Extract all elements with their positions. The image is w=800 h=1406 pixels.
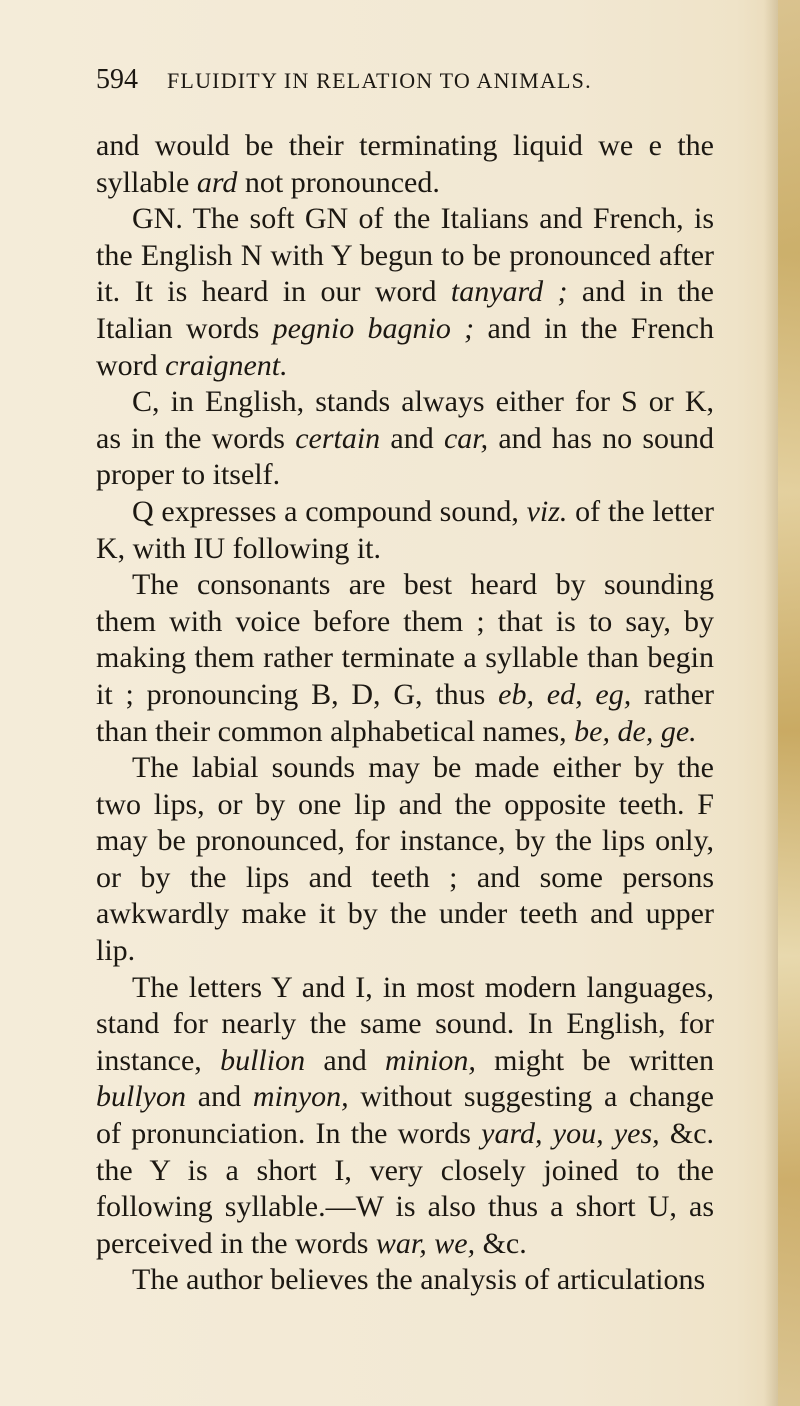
paragraph-labial: The labial sounds may be made either by the two lips, or by one lip and the opposite teeth. F may be pronounced, for instance, by the lips only, or by the lips and teeth ; and some persons awkwardly make it by the under teeth and upper lip. <box>96 751 714 968</box>
paragraph-y-and-i: The letters Y and I, in most modern languages, stand for nearly the same sound. In English, for instance, bullion and minion, might be written bullyon and minyon, without suggesting a change of pronunciation. In the words yard, you, yes, &c. the Y is a short I, very closely joined to the following syllable.—W is also thus a short U, as perceived in the words war, we, &c. <box>96 970 715 1260</box>
page-edge <box>778 0 800 1406</box>
paragraph-gn: GN. The soft GN of the Italians and French, is the English N with Y begun to be pronounced after it. It is heard in our word tanyard ; and in the Italian words pegnio bagnio ; and in the French word craignent. <box>96 202 714 382</box>
body-text <box>96 128 714 1299</box>
paragraph-c: C, in English, stands always either for S or K, as in the words certain and car, and has no sound proper to itself. <box>96 385 714 492</box>
paragraph-continuation: and would be their terminating liquid we e the syllable ard not pronounced. <box>96 129 714 199</box>
page-gutter-shadow <box>764 0 778 1406</box>
paragraph-consonants: The consonants are best heard by sounding them with voice before them ; that is to say, by making them rather terminate a syllable than begin it ; pronouncing B, D, G, thus eb, ed, eg, rather than their common alphabetical names, be, de, ge. <box>96 568 715 748</box>
paragraph-q: Q expresses a compound sound, viz. of the letter K, with IU following it. <box>96 494 714 565</box>
page-number: 594 <box>96 64 138 95</box>
paragraph-author: The author believes the analysis of articulations <box>132 1263 706 1297</box>
running-header <box>96 64 696 98</box>
running-title: FLUIDITY IN RELATION TO ANIMALS. <box>167 68 592 93</box>
